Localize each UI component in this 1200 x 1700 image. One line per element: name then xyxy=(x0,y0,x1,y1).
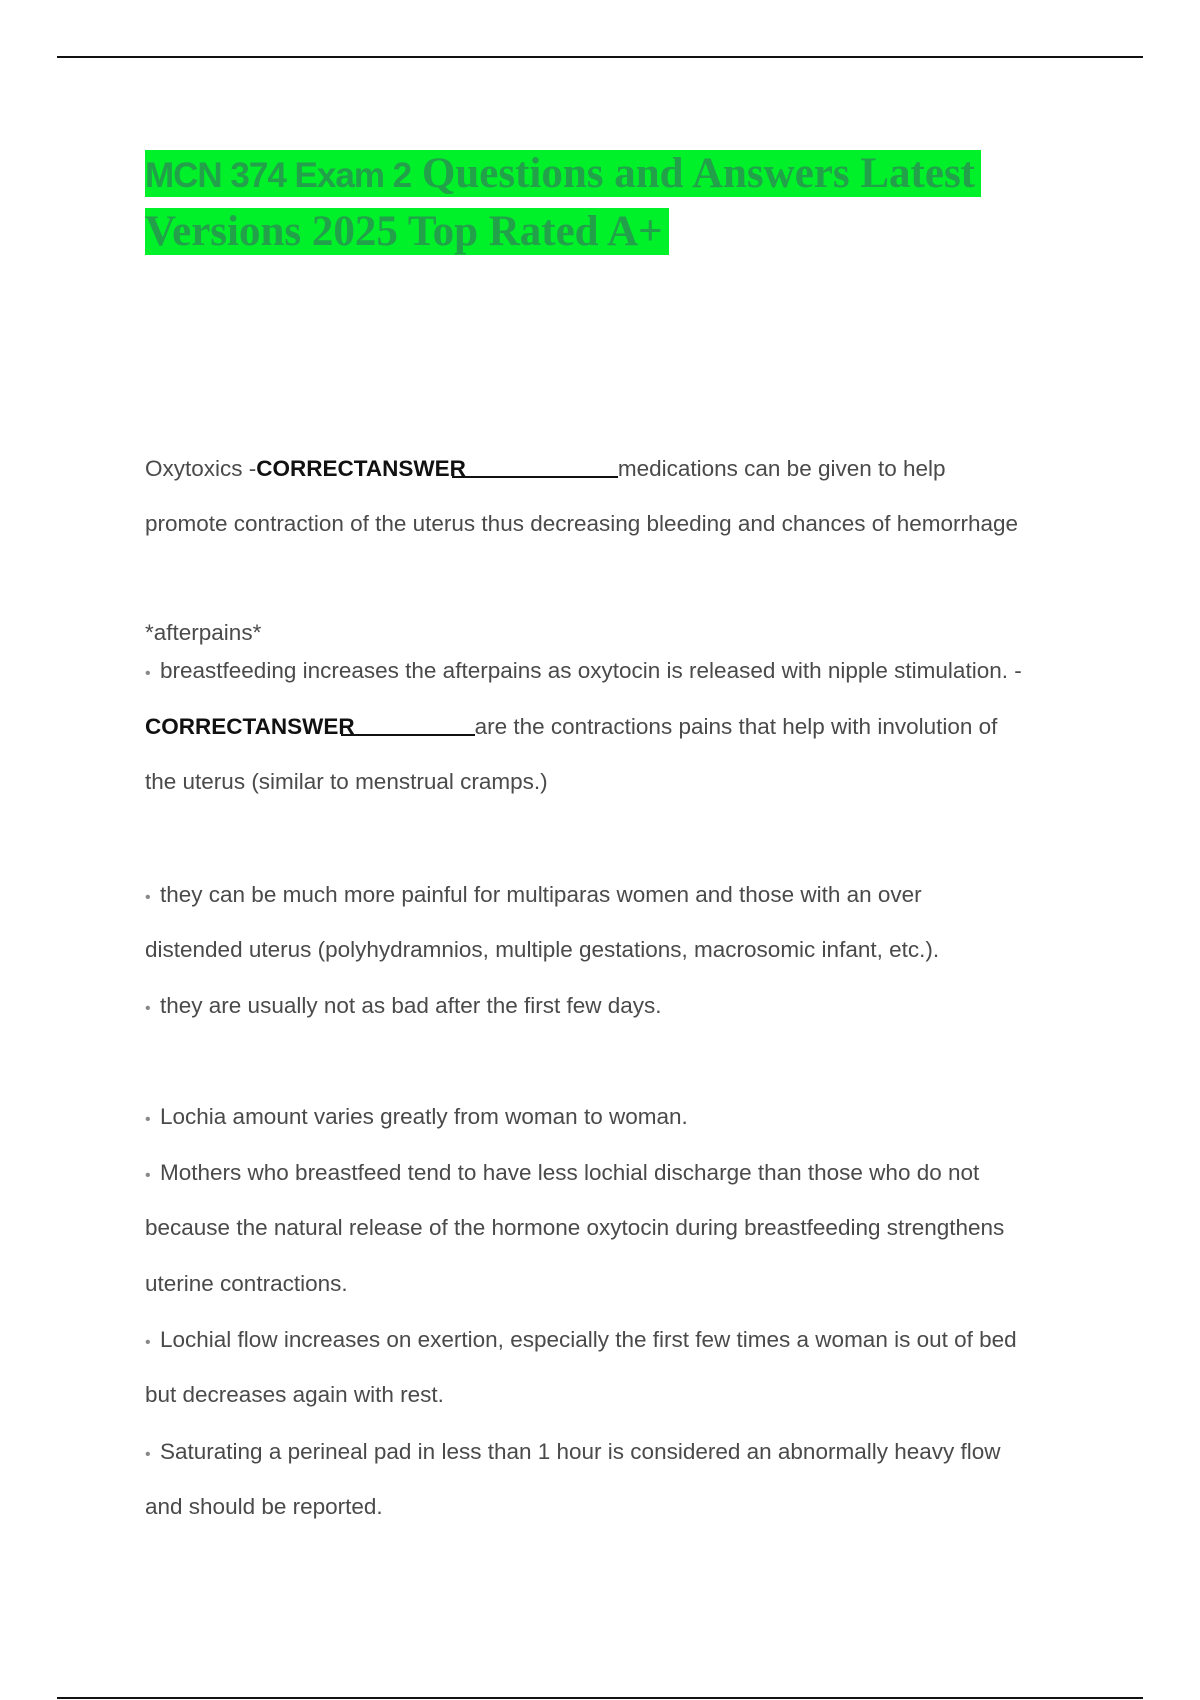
q4-bullet-4-cont: and should be reported. xyxy=(145,1494,383,1519)
bullet-icon: • xyxy=(145,889,151,906)
q1-term: Oxytoxics - xyxy=(145,456,257,481)
answer-marker: CORRECTANSWER xyxy=(256,456,466,481)
title-text: Questions and Answers Latest xyxy=(421,150,975,197)
document-title xyxy=(145,146,1095,260)
q2-line-4: the uterus (similar to menstrual cramps.) xyxy=(145,769,548,794)
q3-bullet-1-cont: distended uterus (polyhydramnios, multiple gestations, macrosomic infant, etc.). xyxy=(145,937,940,962)
header-rule xyxy=(57,56,1143,58)
q4-bullet-3: • Lochial flow increases on exertion, especially the first few times a woman is out of bed xyxy=(145,1326,1017,1357)
q3-bullet-1: • they can be much more painful for multiparas women and those with an over xyxy=(145,881,922,912)
q4-bullet-2-cont-1: because the natural release of the hormone oxytocin during breastfeeding strengthens xyxy=(145,1215,1005,1240)
q4-bullet-2-cont-2: uterine contractions. xyxy=(145,1271,348,1296)
q1-text-1: medications can be given to help xyxy=(617,456,946,481)
q4-bullet-4: • Saturating a perineal pad in less than 1 hour is considered an abnormally heavy flow xyxy=(145,1438,1001,1469)
bullet-icon: • xyxy=(145,1000,151,1017)
bullet-icon: • xyxy=(145,665,151,682)
bullet-icon: • xyxy=(145,1111,151,1128)
bullet-icon: • xyxy=(145,1334,151,1351)
answer-marker: CORRECTANSWER xyxy=(145,714,355,739)
q4-bullet-3-cont: but decreases again with rest. xyxy=(145,1382,444,1407)
q1-line-1 xyxy=(145,455,946,483)
q2-bullet-1: • breastfeeding increases the afterpains as oxytocin is released with nipple stimulation. - xyxy=(145,657,1022,688)
title-course-code: MCN 374 Exam 2 xyxy=(145,156,412,195)
q2-text-1: are the contractions pains that help with involution of xyxy=(474,714,998,739)
q3-bullet-2: • they are usually not as bad after the first few days. xyxy=(145,992,662,1023)
q2-heading: *afterpains* xyxy=(145,620,262,645)
q1-line-2: promote contraction of the uterus thus decreasing bleeding and chances of hemorrhage xyxy=(145,511,1019,536)
answer-blank xyxy=(452,458,618,478)
footer-rule xyxy=(57,1697,1143,1699)
q2-line-3 xyxy=(145,713,997,741)
title-subtitle: Versions 2025 Top Rated A+ xyxy=(145,208,669,255)
bullet-icon: • xyxy=(145,1167,151,1184)
answer-blank xyxy=(341,716,475,736)
q4-bullet-2: • Mothers who breastfeed tend to have less lochial discharge than those who do not xyxy=(145,1159,979,1190)
bullet-icon: • xyxy=(145,1446,151,1463)
q4-bullet-1: • Lochia amount varies greatly from woman to woman. xyxy=(145,1103,688,1134)
